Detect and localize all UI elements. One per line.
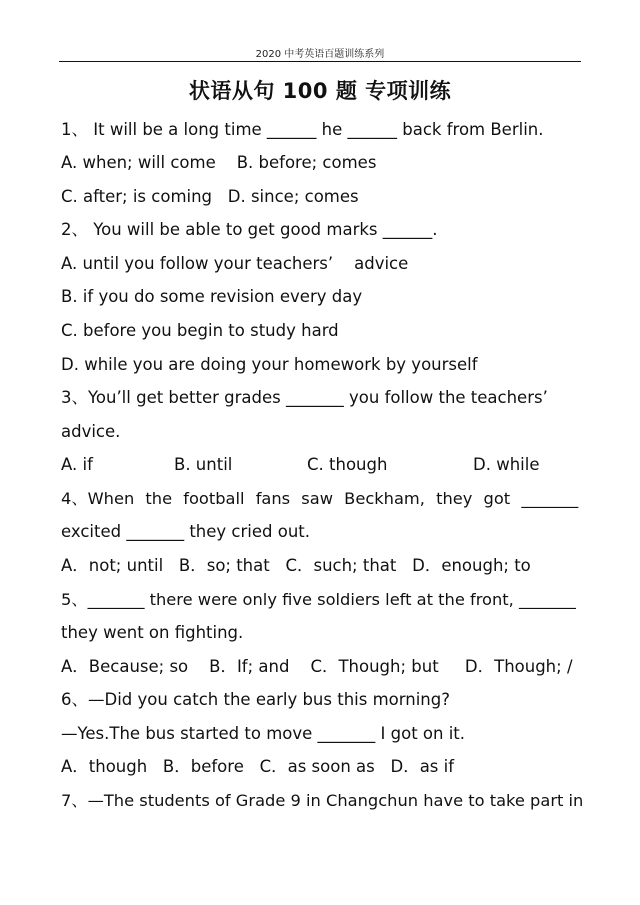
question-2: 2、 You will be able to get good marks ______. [61, 220, 438, 239]
q2-option-a: A. until you follow your teachers’ advice [61, 254, 409, 273]
q3-option-c: C. though [307, 455, 388, 474]
q1-options-ab: A. when; will come B. before; comes [61, 153, 377, 172]
question-1: 1、 It will be a long time ______ he ______ back from Berlin. [61, 120, 544, 139]
q2-option-b: B. if you do some revision every day [61, 287, 363, 306]
q2-option-c: C. before you begin to study hard [61, 321, 339, 340]
q2-option-d: D. while you are doing your homework by yourself [61, 355, 478, 374]
question-4: 4、When the football fans saw Beckham, they got _______ [61, 489, 579, 508]
q3-options [61, 455, 581, 475]
question-6-reply: —Yes.The bus started to move _______ I got on it. [61, 724, 466, 743]
question-4-cont: excited _______ they cried out. [61, 522, 310, 541]
q3-option-b: B. until [174, 455, 233, 474]
q5-options: A．Because; so B．If; and C．Though; but D．Though; / [61, 657, 573, 676]
question-6: 6、—Did you catch the early bus this morning? [61, 690, 450, 709]
q3-option-a: A. if [61, 455, 93, 474]
q6-options: A．though B．before C．as soon as D．as if [61, 757, 455, 776]
question-3: 3、You’ll get better grades _______ you follow the teachers’ [61, 388, 548, 407]
question-3-cont: advice. [61, 422, 121, 441]
q1-options-cd: C. after; is coming D. since; comes [61, 187, 359, 206]
header-rule [59, 61, 581, 62]
page-header: 2020 中考英语百题训练系列 [255, 49, 385, 60]
page-title: 状语从句 100 题 专项训练 [188, 79, 452, 103]
q4-options: A．not; until B．so; that C．such; that D．enough; to [61, 556, 531, 575]
question-5-cont: they went on fighting. [61, 623, 244, 642]
q3-option-d: D. while [473, 455, 540, 474]
question-5: 5、_______ there were only five soldiers left at the front, _______ [61, 590, 576, 609]
question-7: 7、—The students of Grade 9 in Changchun have to take part in [61, 791, 584, 810]
